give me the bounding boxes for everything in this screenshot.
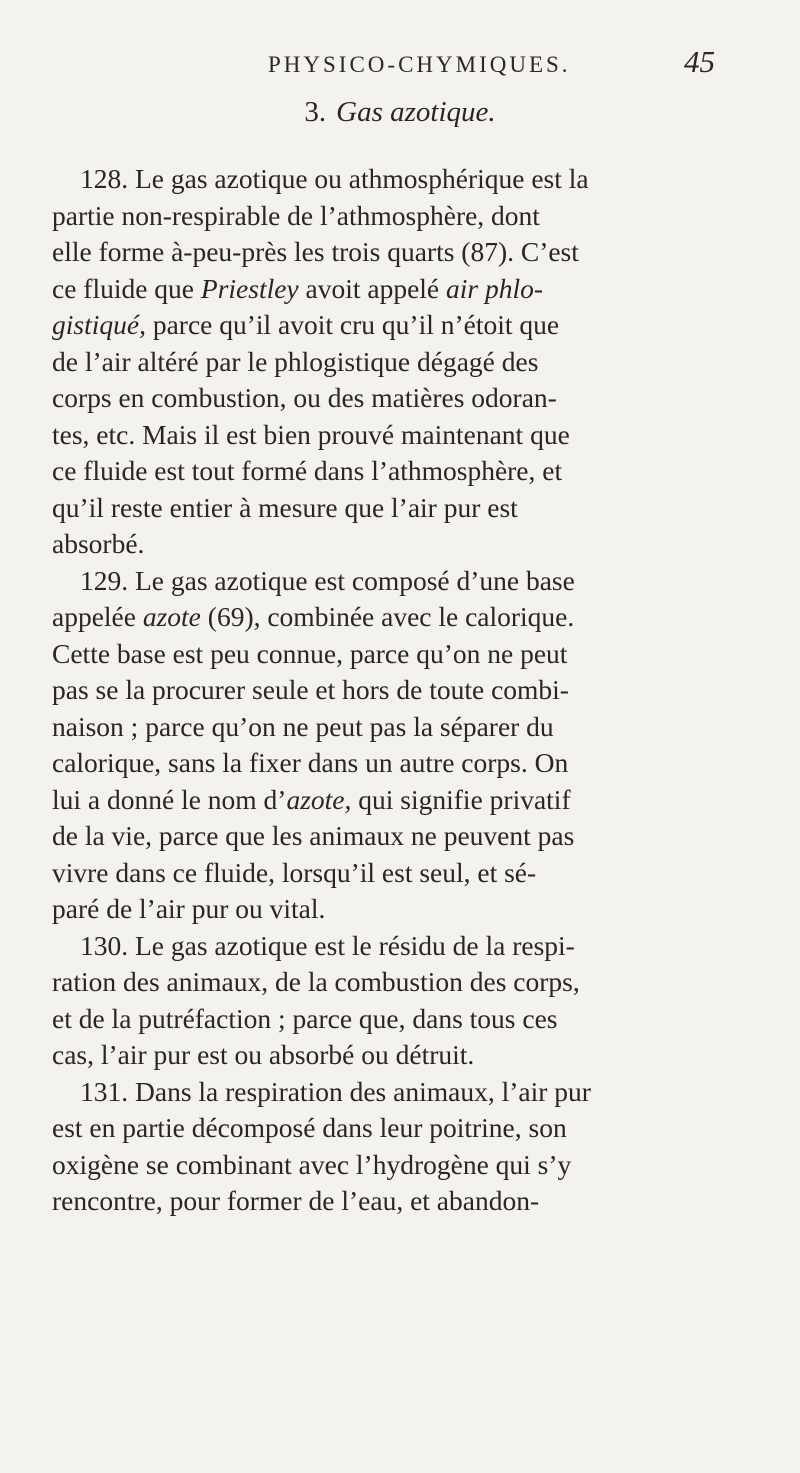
- text-run: calorique, sans la fixer dans un autre corps. On: [52, 747, 569, 778]
- text-run: 130. Le gas azotique est le résidu de la respi-: [80, 929, 575, 961]
- page-number: 45: [684, 44, 715, 79]
- text-run: elle forme à-peu-près les trois quarts (87). C’est: [52, 236, 579, 267]
- text-run: corps en combustion, ou des matières odoran-: [52, 382, 557, 413]
- text-line: [52, 233, 579, 271]
- text-run: partie non-respirable de l’athmosphère, dont: [52, 199, 540, 231]
- italic-text: air phlo-: [446, 272, 544, 304]
- text-run: ce fluide est tout formé dans l’athmosphère, et: [52, 455, 563, 486]
- text-run: 129. Le gas azotique est composé d’une base: [80, 564, 575, 596]
- text-line: [52, 197, 540, 235]
- text-line: [52, 708, 554, 746]
- text-line: [52, 1182, 539, 1220]
- text-run: 128. Le gas azotique ou athmosphérique est la: [80, 163, 589, 194]
- text-run: 131. Dans la respiration des animaux, l’air pur: [80, 1075, 591, 1107]
- text-run: et de la putréfaction ; parce que, dans tous ces: [52, 1002, 558, 1034]
- text-line: [52, 1109, 567, 1147]
- text-run: qu’il reste entier à mesure que l’air pur est: [52, 491, 518, 523]
- text-line: [52, 817, 574, 855]
- text-line: [80, 562, 575, 600]
- text-line: [52, 671, 569, 709]
- text-run: rencontre, pour former de l’eau, et abandon-: [52, 1185, 540, 1216]
- text-line: [52, 270, 543, 308]
- text-run: ce fluide que: [52, 272, 201, 304]
- text-line: [52, 1000, 558, 1038]
- text-run: lui a donné le nom d’: [52, 783, 287, 815]
- text-run: pas se la procurer seule et hors de toute combi-: [52, 674, 569, 705]
- text-run: vivre dans ce fluide, lorsqu’il est seul, et sé-: [52, 856, 537, 888]
- italic-text: azote: [142, 601, 201, 632]
- text-line: [52, 890, 325, 928]
- text-line: [52, 598, 574, 636]
- text-run: est en partie décomposé dans leur poitrine, son: [52, 1112, 567, 1143]
- text-run: cas, l’air pur est ou absorbé ou détruit.: [52, 1039, 475, 1070]
- text-run: de l’air altéré par le phlogistique dégagé des: [52, 345, 539, 377]
- text-line: [80, 1073, 591, 1111]
- text-line: [52, 744, 568, 782]
- text-run: tes, etc. Mais il est bien prouvé maintenant que: [52, 418, 570, 450]
- text-run: Cette base est peu connue, parce qu’on ne peut: [52, 637, 568, 669]
- text-line: [52, 489, 518, 527]
- text-run: qui signifie privatif: [351, 783, 571, 815]
- text-line: [52, 379, 557, 417]
- section-number: 3.: [304, 96, 327, 128]
- text-run: ration des animaux, de la combustion des corps,: [52, 966, 580, 997]
- text-line: [52, 1036, 474, 1074]
- section-title: [0, 96, 800, 129]
- text-line: [52, 306, 559, 344]
- text-line: [52, 781, 571, 819]
- running-head: PHYSICO-CHYMIQUES.: [268, 52, 571, 77]
- text-line: [52, 343, 538, 381]
- text-run: oxigène se combinant avec l’hydrogène qui s’y: [52, 1148, 572, 1180]
- text-run: paré de l’air pur ou vital.: [52, 893, 326, 924]
- text-line: [80, 927, 575, 965]
- text-line: [52, 1146, 571, 1184]
- text-run: (69), combinée avec le calorique.: [200, 601, 575, 632]
- italic-text: Priestley: [200, 272, 299, 304]
- text-run: absorbé.: [52, 528, 145, 559]
- text-run: avoit appelé: [298, 272, 447, 304]
- text-run: de la vie, parce que les animaux ne peuvent pas: [52, 820, 575, 851]
- text-run: appelée: [52, 601, 143, 632]
- text-run: parce qu’il avoit cru qu’il n’étoit que: [145, 309, 560, 340]
- text-line: [52, 635, 567, 673]
- text-run: naison ; parce qu’on ne peut pas la séparer du: [52, 710, 554, 742]
- text-line: [52, 525, 144, 563]
- text-line: [52, 452, 562, 490]
- italic-text: gistiqué,: [52, 309, 146, 340]
- section-title-text: Gas azotique.: [336, 96, 496, 128]
- italic-text: azote,: [286, 783, 352, 815]
- text-line: [80, 160, 589, 198]
- text-line: [52, 416, 570, 454]
- text-line: [52, 854, 536, 892]
- text-line: [52, 963, 580, 1001]
